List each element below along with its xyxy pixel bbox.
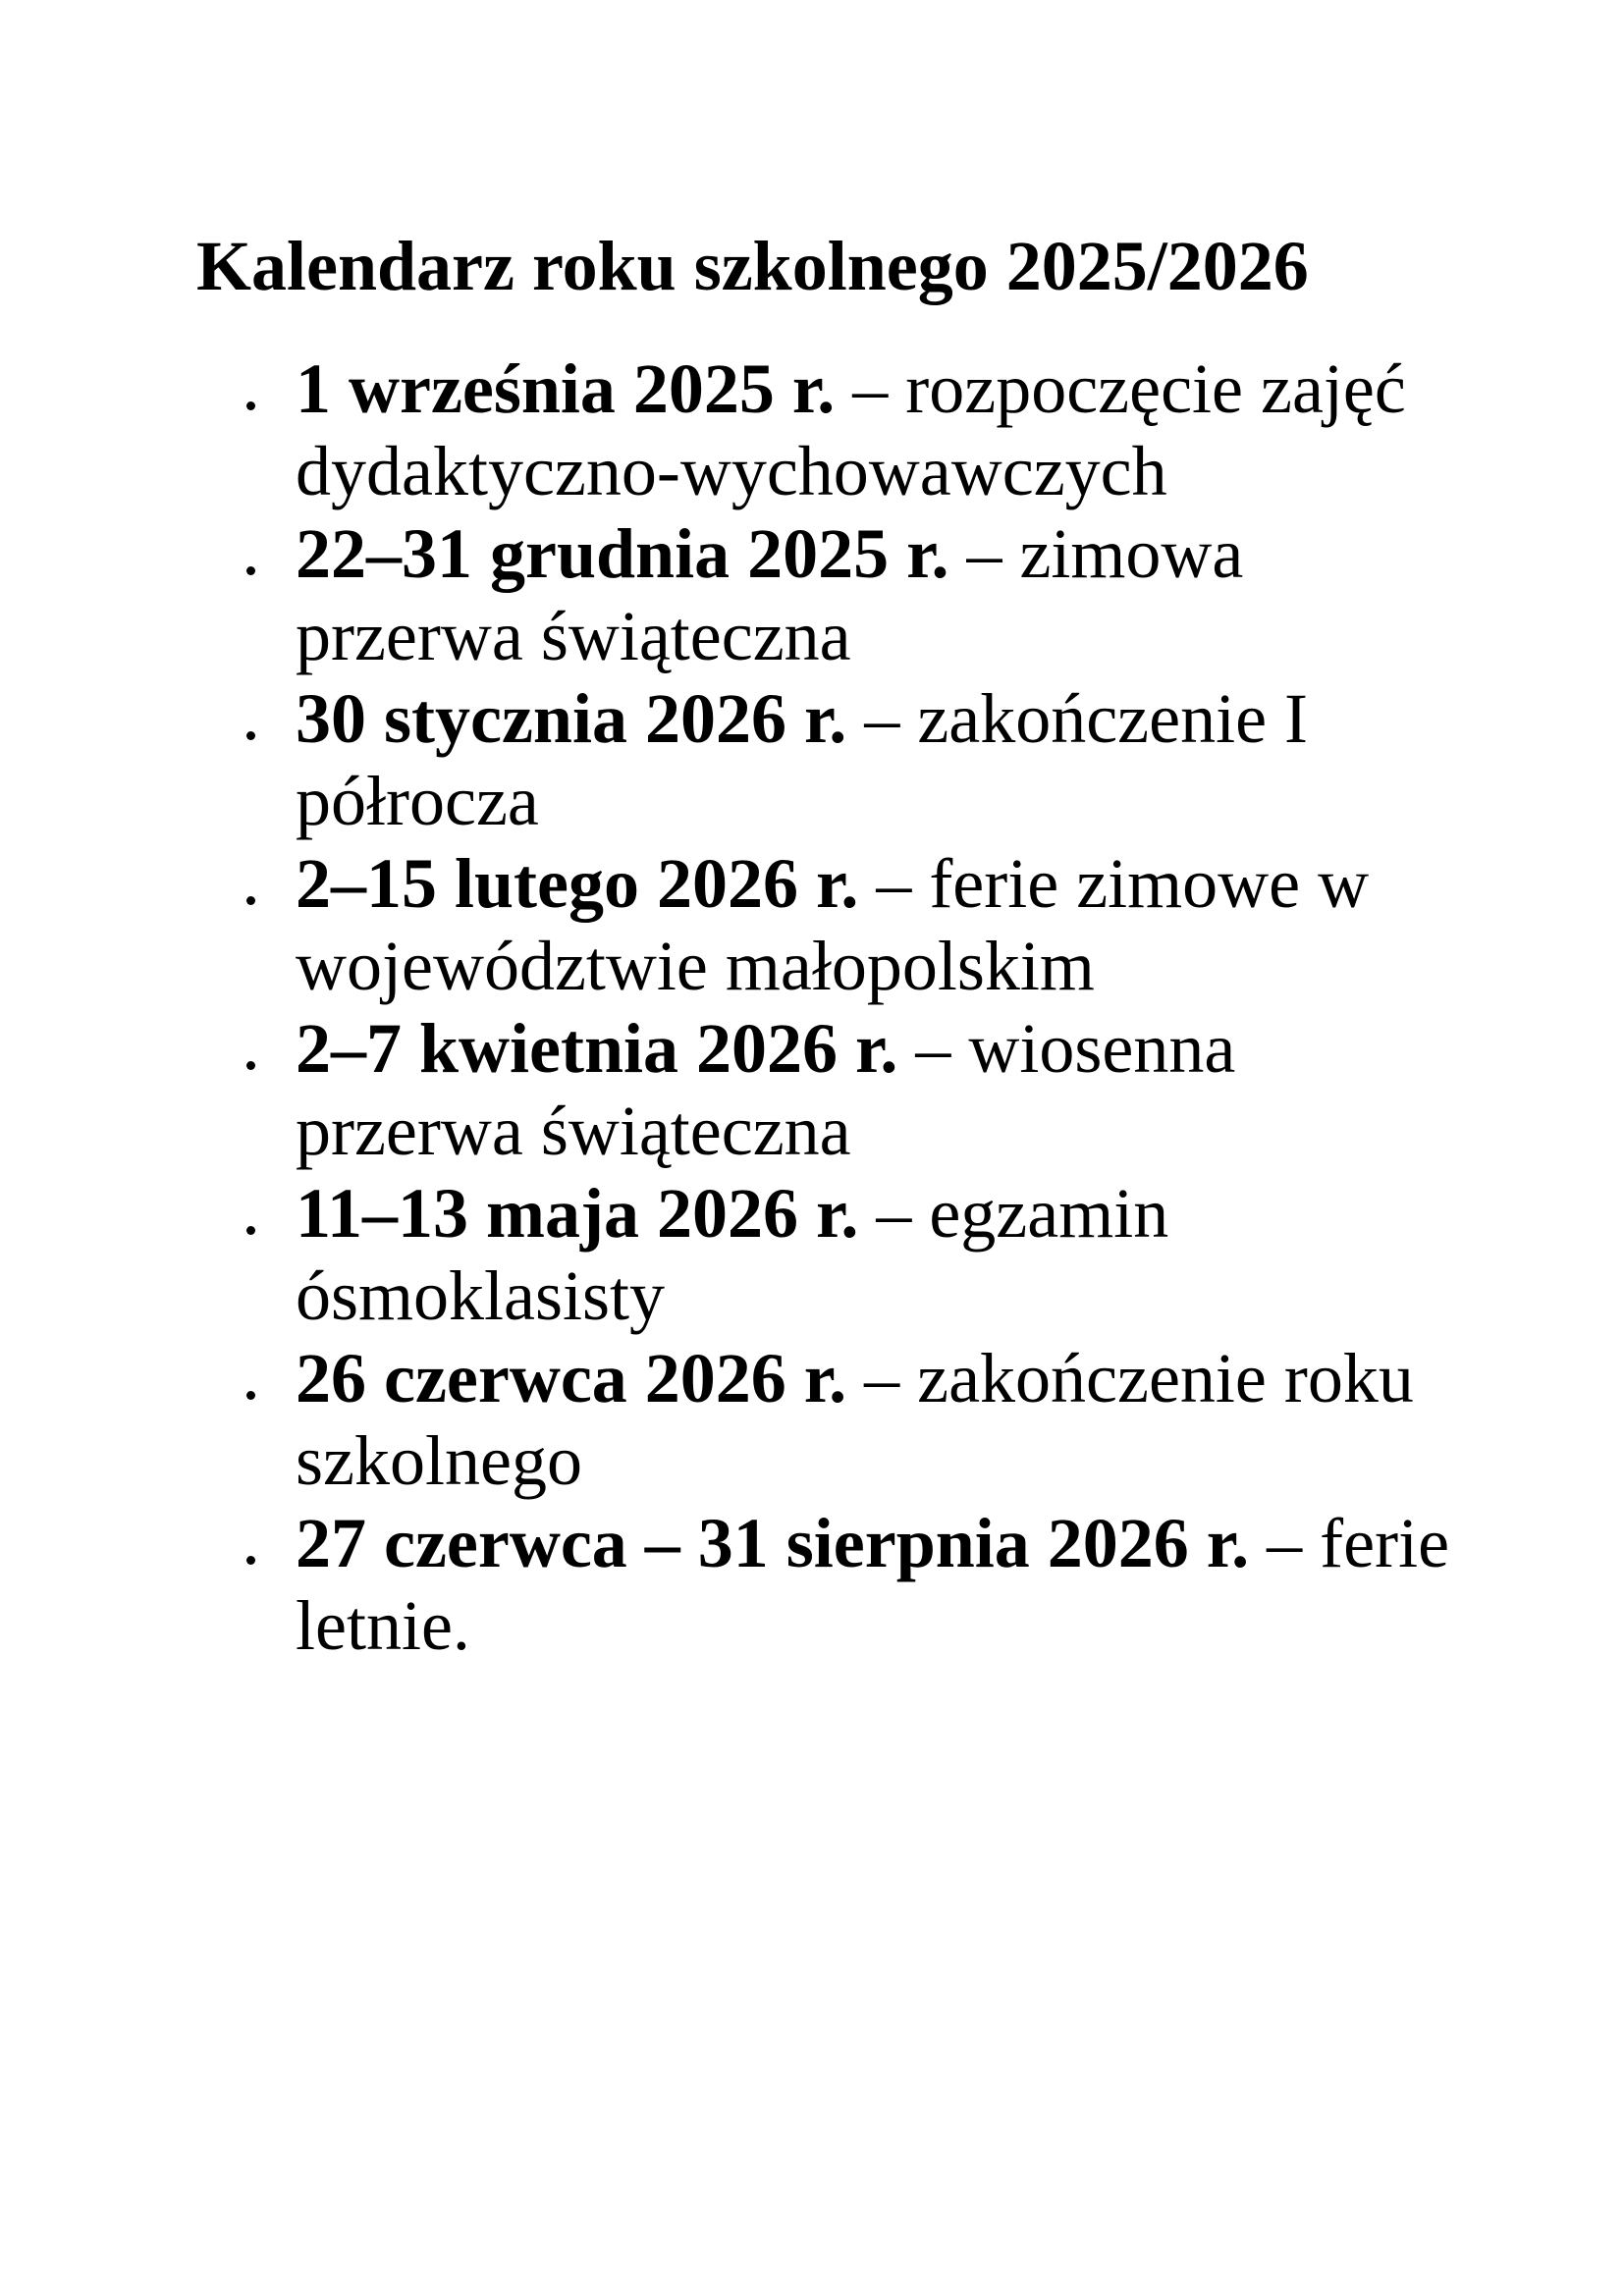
- list-item: [296, 1337, 1474, 1502]
- bullet-icon: [246, 842, 266, 925]
- item-description: zakończenie I półrocza: [296, 679, 1309, 840]
- bullet-icon: [246, 677, 266, 760]
- item-date: 2–15 lutego 2026 r.: [296, 844, 859, 923]
- item-date: 2–7 kwietnia 2026 r.: [296, 1009, 898, 1088]
- item-separator: –: [1249, 1504, 1321, 1582]
- bullet-icon: [246, 512, 266, 595]
- item-date: 30 stycznia 2026 r.: [296, 679, 847, 758]
- item-description: rozpoczęcie zajęć dydaktyczno-wychowawczych: [296, 349, 1406, 510]
- item-description: ferie zimowe w województwie małopolskim: [296, 844, 1370, 1005]
- list-item: [296, 677, 1474, 842]
- item-description: egzamin ósmoklasisty: [296, 1174, 1169, 1335]
- item-separator: –: [948, 514, 1020, 593]
- item-separator: –: [846, 1339, 918, 1417]
- list-item: [296, 1172, 1474, 1337]
- list-item: [296, 347, 1474, 512]
- list-item: [296, 1502, 1474, 1667]
- item-separator: –: [835, 349, 906, 428]
- list-item: [296, 512, 1474, 677]
- item-separator: –: [858, 1174, 930, 1253]
- bullet-icon: [246, 347, 266, 430]
- item-date: 11–13 maja 2026 r.: [296, 1174, 859, 1253]
- item-date: 26 czerwca 2026 r.: [296, 1339, 847, 1417]
- item-description: wiosenna przerwa świąteczna: [296, 1009, 1236, 1170]
- bullet-icon: [246, 1007, 266, 1090]
- item-description: ferie letnie.: [296, 1504, 1450, 1665]
- item-separator: –: [858, 844, 930, 923]
- item-separator: –: [846, 679, 918, 758]
- item-description: zimowa przerwa świąteczna: [296, 514, 1244, 675]
- item-date: 22–31 grudnia 2025 r.: [296, 514, 949, 593]
- item-date: 27 czerwca – 31 sierpnia 2026 r.: [296, 1504, 1250, 1582]
- bullet-icon: [246, 1337, 266, 1419]
- item-date: 1 września 2025 r.: [296, 349, 836, 428]
- bullet-icon: [246, 1172, 266, 1255]
- list-item: [296, 842, 1474, 1007]
- list-item: [296, 1007, 1474, 1172]
- bullet-icon: [246, 1502, 266, 1584]
- page-title: Kalendarz roku szkolnego 2025/2026: [196, 227, 1309, 305]
- item-separator: –: [897, 1009, 969, 1088]
- item-description: zakończenie roku szkolnego: [296, 1339, 1414, 1500]
- calendar-list: [296, 347, 1474, 1667]
